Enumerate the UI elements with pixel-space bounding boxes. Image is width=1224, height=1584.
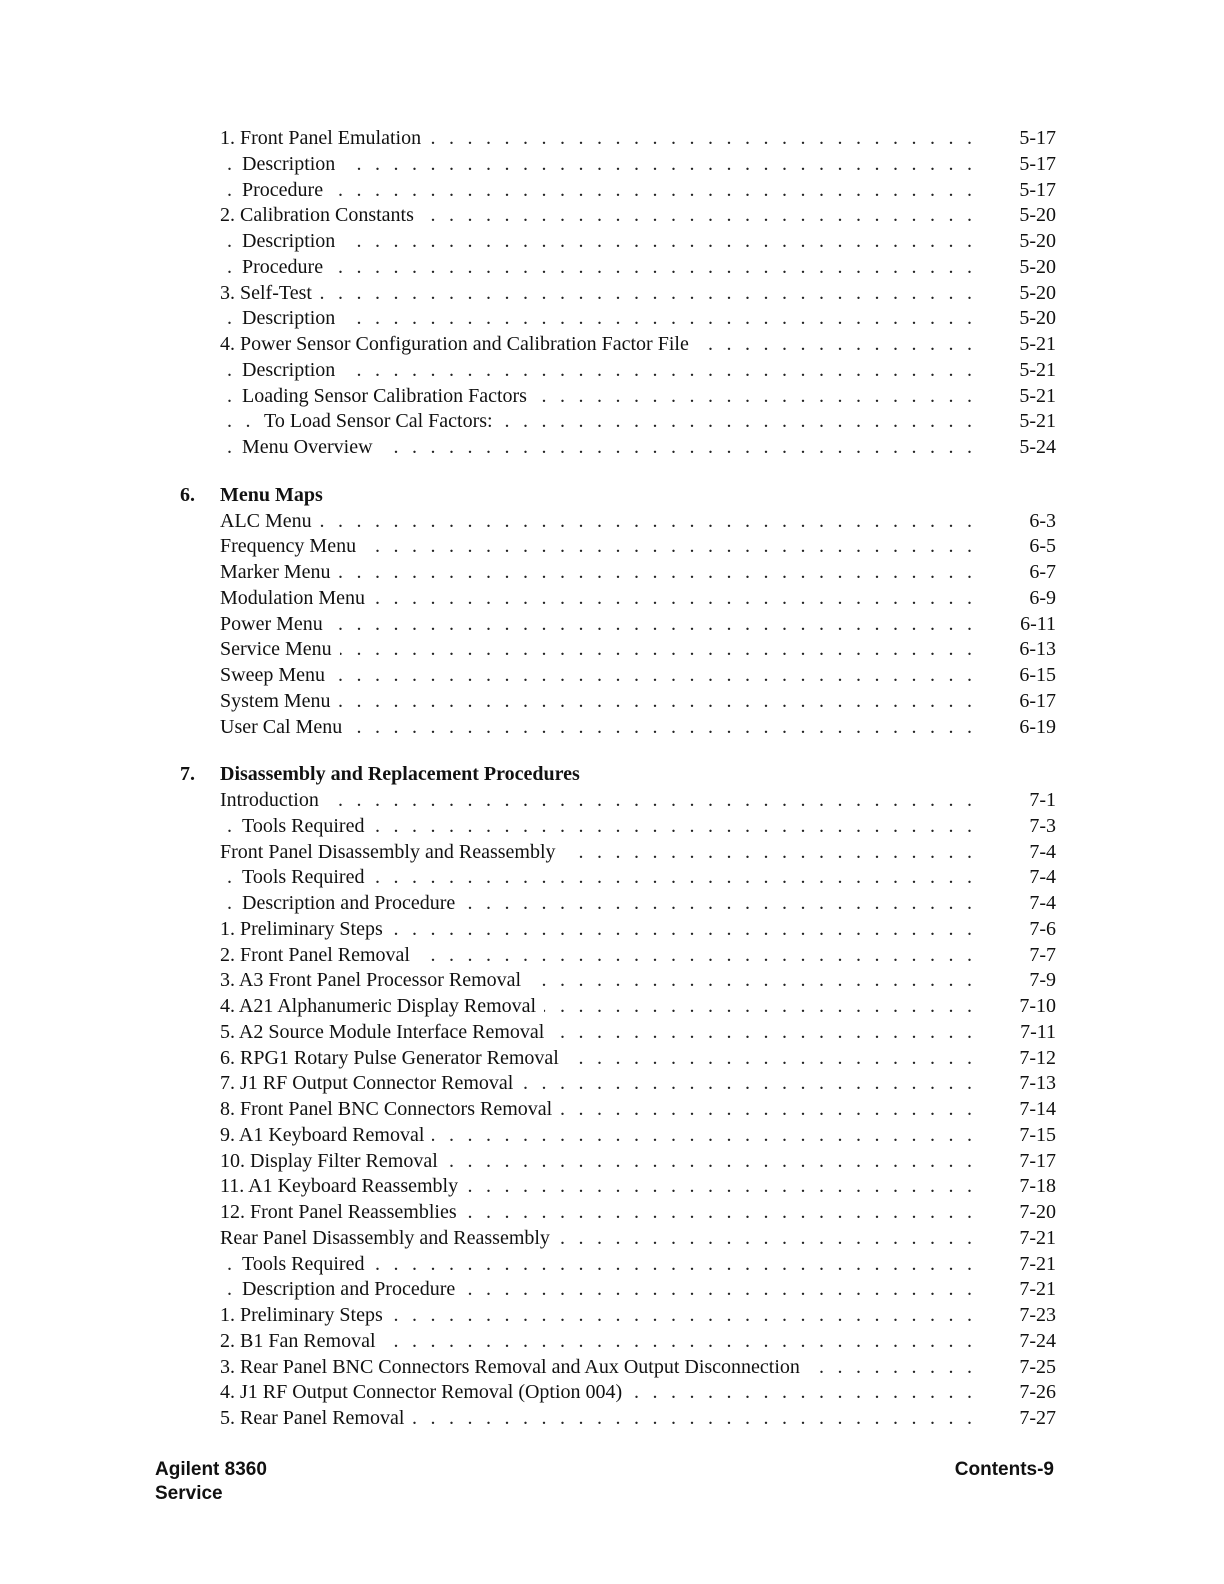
dot-leader [220,178,972,204]
toc-entry-title: Description [242,306,343,332]
toc-entry[interactable] [180,152,1056,178]
toc-entry[interactable] [180,126,1056,152]
toc-entry[interactable] [180,358,1056,384]
toc-entry-title: 4. Power Sensor Configuration and Calibration Factor File [220,332,697,358]
toc-entry-title: ALC Menu [220,509,320,535]
toc-entry-page: 5-20 [1013,229,1056,255]
toc-entry[interactable] [180,509,1056,535]
toc-entry[interactable] [180,1303,1056,1329]
toc-entry[interactable] [180,612,1056,638]
toc-entry-page: 7-1 [1023,788,1056,814]
toc-entry[interactable] [180,560,1056,586]
toc-entry-title: 8. Front Panel BNC Connectors Removal [220,1097,560,1123]
toc-entry[interactable] [180,534,1056,560]
toc-entry-page: 7-7 [1023,943,1056,969]
toc-entry-title: Power Menu [220,612,331,638]
toc-entry-title: 5. Rear Panel Removal [220,1406,412,1432]
toc-entry[interactable] [180,229,1056,255]
toc-entry-page: 6-5 [1023,534,1056,560]
toc-entry-title: 10. Display Filter Removal [220,1149,446,1175]
toc-entry[interactable] [180,1355,1056,1381]
toc-entry[interactable] [180,1071,1056,1097]
toc-entry-title: 11. A1 Keyboard Reassembly [220,1174,466,1200]
toc-entry[interactable] [180,1277,1056,1303]
toc-entry[interactable] [180,178,1056,204]
toc-entry-page: 7-24 [1013,1329,1056,1355]
chapter-title: Menu Maps [220,483,323,506]
toc-entry-page: 6-3 [1023,509,1056,535]
toc-entry[interactable] [180,281,1056,307]
toc-entry-page: 7-4 [1023,865,1056,891]
toc-entry-page: 7-4 [1023,891,1056,917]
toc-entry-page: 7-14 [1013,1097,1056,1123]
toc-entry-page: 5-21 [1013,332,1056,358]
toc-entry-title: Description and Procedure [242,1277,463,1303]
toc-entry[interactable] [180,332,1056,358]
toc-entry-title: 3. A3 Front Panel Processor Removal [220,968,529,994]
toc-entry[interactable] [180,1123,1056,1149]
toc-entry-title: Description [242,358,343,384]
toc-entry[interactable] [180,586,1056,612]
toc-entry-page: 7-6 [1023,917,1056,943]
toc-entry-page: 7-3 [1023,814,1056,840]
toc-entry-page: 7-21 [1013,1252,1056,1278]
toc-entry-page: 6-13 [1013,637,1056,663]
toc-entry-title: Service Menu [220,637,340,663]
toc-entry-page: 7-21 [1013,1226,1056,1252]
toc-entry-page: 7-17 [1013,1149,1056,1175]
toc-entry-page: 7-21 [1013,1277,1056,1303]
toc-entry[interactable] [180,306,1056,332]
toc-entry-title: Sweep Menu [220,663,333,689]
toc-entry-title: Rear Panel Disassembly and Reassembly [220,1226,558,1252]
toc-entry[interactable] [180,1020,1056,1046]
toc-entry-page: 7-26 [1013,1380,1056,1406]
toc-entry[interactable] [180,840,1056,866]
toc-entry-title: 7. J1 RF Output Connector Removal [220,1071,521,1097]
toc-entry-page: 7-25 [1013,1355,1056,1381]
toc-entry-page: 5-24 [1013,435,1056,461]
toc-entry-title: Introduction [220,788,327,814]
chapter-title: Disassembly and Replacement Procedures [220,763,580,786]
toc-entry-page: 5-17 [1013,152,1056,178]
toc-entry[interactable] [180,814,1056,840]
toc-entry[interactable] [180,435,1056,461]
toc-entry[interactable] [180,203,1056,229]
toc-entry-page: 7-18 [1013,1174,1056,1200]
toc-entry-title: To Load Sensor Cal Factors: [264,409,501,435]
toc-entry-title: 2. B1 Fan Removal [220,1329,384,1355]
toc-entry[interactable] [180,409,1056,435]
toc-entry-title: 1. Preliminary Steps [220,917,391,943]
toc-entry-page: 7-11 [1014,1020,1056,1046]
toc-entry-title: 4. J1 RF Output Connector Removal (Option 004) [220,1380,630,1406]
toc-entry-page: 5-21 [1013,358,1056,384]
toc-entry-title: Procedure [242,255,331,281]
toc-entry[interactable] [180,1046,1056,1072]
toc-entry[interactable] [180,1380,1056,1406]
toc-entry-title: Tools Required [242,814,372,840]
toc-entry-page: 6-9 [1023,586,1056,612]
toc-entry-title: 1. Front Panel Emulation [220,126,429,152]
toc-entry[interactable] [180,1226,1056,1252]
toc-entry-page: 5-21 [1013,384,1056,410]
toc-entry[interactable] [180,384,1056,410]
toc-entry[interactable] [180,943,1056,969]
toc-entry-page: 7-4 [1023,840,1056,866]
toc-entry-page: 5-20 [1013,255,1056,281]
footer-left [155,1458,267,1506]
toc-entry-page: 5-17 [1013,126,1056,152]
toc-entry-title: Description and Procedure [242,891,463,917]
toc-entry-title: 9. A1 Keyboard Removal [220,1123,432,1149]
toc-entry-title: System Menu [220,689,339,715]
toc-entry-title: Description [242,152,343,178]
toc-entry-title: Modulation Menu [220,586,373,612]
toc-entry-page: 6-19 [1013,715,1056,741]
toc-entry[interactable] [180,865,1056,891]
toc-entry-page: 7-15 [1013,1123,1056,1149]
toc-entry-title: Menu Overview [242,435,381,461]
toc-entry-title: User Cal Menu [220,715,350,741]
toc-entry[interactable] [180,1252,1056,1278]
toc-entry-title: 6. RPG1 Rotary Pulse Generator Removal [220,1046,567,1072]
toc-entry[interactable] [180,1174,1056,1200]
toc-entry[interactable] [180,788,1056,814]
toc-entry-page: 7-12 [1013,1046,1056,1072]
footer-manual: Service [155,1483,223,1504]
toc-entry[interactable] [180,1097,1056,1123]
footer-product: Agilent 8360 [155,1459,267,1480]
toc-entry-title: Marker Menu [220,560,339,586]
toc-entry-page: 7-27 [1013,1406,1056,1432]
toc-entry[interactable] [180,1406,1056,1432]
toc-entry-title: Description [242,229,343,255]
toc-entry-page: 6-11 [1014,612,1056,638]
dot-leader [220,255,972,281]
toc-entry[interactable] [180,637,1056,663]
toc-entry-title: Front Panel Disassembly and Reassembly [220,840,564,866]
footer-page-label: Contents-9 [954,1459,1054,1480]
toc-entry-page: 6-17 [1013,689,1056,715]
chapter-heading [180,483,1056,509]
toc-entry[interactable] [180,663,1056,689]
toc-entry[interactable] [180,715,1056,741]
toc-entry-title: Loading Sensor Calibration Factors [242,384,535,410]
toc-entry[interactable] [180,1329,1056,1355]
toc-entry-title: 1. Preliminary Steps [220,1303,391,1329]
toc-entry-title: 5. A2 Source Module Interface Removal [220,1020,552,1046]
toc-entry-page: 5-21 [1013,409,1056,435]
toc-entry-page: 5-20 [1013,203,1056,229]
toc-entry-title: Procedure [242,178,331,204]
toc-entry-title: 3. Self-Test [220,281,320,307]
toc-entry-title: 4. A21 Alphanumeric Display Removal [220,994,544,1020]
toc-entry-title: 12. Front Panel Reassemblies [220,1200,465,1226]
chapter-number: 7. [180,763,195,786]
toc-entry[interactable] [180,255,1056,281]
toc-entry-title: 3. Rear Panel BNC Connectors Removal and Aux Output Disconnection [220,1355,808,1381]
toc-entry-page: 5-17 [1013,178,1056,204]
toc-entry-title: Tools Required [242,1252,372,1278]
toc-entry[interactable] [180,1149,1056,1175]
toc-entry[interactable] [180,891,1056,917]
toc-entry[interactable] [180,1200,1056,1226]
toc-entry-page: 7-13 [1013,1071,1056,1097]
toc-entry-page: 7-20 [1013,1200,1056,1226]
dot-leader [220,612,972,638]
dot-leader [220,788,972,814]
toc-entry-title: Tools Required [242,865,372,891]
dot-leader [220,509,972,535]
chapter-number: 6. [180,483,195,506]
toc-entry-page: 5-20 [1013,306,1056,332]
dot-leader [220,281,972,307]
toc-entry-page: 6-15 [1013,663,1056,689]
toc-entry[interactable] [180,968,1056,994]
toc-entry[interactable] [180,994,1056,1020]
toc-entry-page: 5-20 [1013,281,1056,307]
toc-entry[interactable] [180,689,1056,715]
toc-entry-page: 7-23 [1013,1303,1056,1329]
toc-entry-title: 2. Front Panel Removal [220,943,418,969]
toc-entry-page: 6-7 [1023,560,1056,586]
table-of-contents [180,126,1056,1432]
toc-entry[interactable] [180,917,1056,943]
chapter-heading [180,762,1056,788]
toc-entry-title: Frequency Menu [220,534,364,560]
toc-entry-page: 7-9 [1023,968,1056,994]
toc-entry-title: 2. Calibration Constants [220,203,422,229]
toc-entry-page: 7-10 [1013,994,1056,1020]
